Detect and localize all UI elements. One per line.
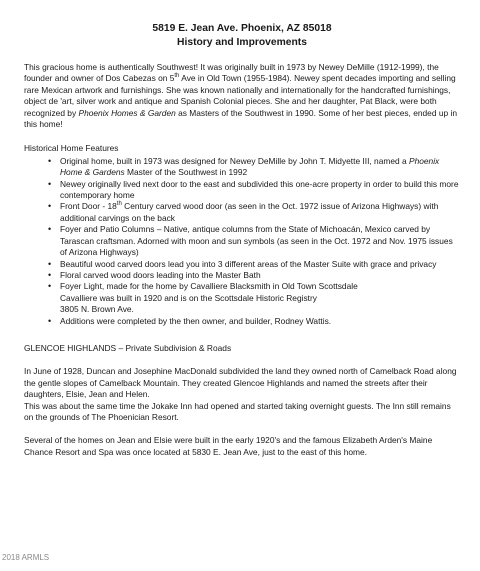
- intro-text-3: as Masters of the Southwest in 1990. Some of her best pieces, ended up in this home!: [24, 107, 457, 130]
- glencoe-heading: GLENCOE HIGHLANDS – Private Subdivision & Roads: [24, 342, 232, 353]
- feature-text: Front Door - 18: [60, 201, 117, 212]
- intro-superscript: th: [174, 73, 180, 80]
- document-subtitle: History and Improvements: [177, 37, 307, 48]
- feature-text: Master of the Southwest in 1992: [124, 167, 248, 178]
- feature-text: Beautiful wood carved doors lead you into 3 different areas of the Master Suite with grace and privacy: [60, 258, 437, 269]
- feature-address: 3805 N. Brown Ave.: [60, 304, 134, 315]
- glencoe-paragraph-2: This was about the same time the Jokake Inn had opened and started taking overnight guests. The Inn still remains on the grounds of The Phoenician Resort.: [24, 400, 451, 422]
- intro-paragraph: [24, 62, 460, 130]
- feature-text: Original home, built in 1973 was designed for Newey DeMille by John T. Midyette III, named a: [60, 155, 409, 166]
- feature-item: [50, 179, 460, 202]
- feature-item: [50, 201, 460, 224]
- glencoe-paragraph-3: Several of the homes on Jean and Elsie were built in the early 1920's and the famous Elizabeth Arden's Maine Chance Resort and Spa was once located at 5830 E. Jean Ave, just to the east of this home.: [24, 435, 433, 457]
- feature-superscript: th: [116, 201, 122, 208]
- armls-watermark: 2018 ARMLS: [2, 553, 50, 562]
- intro-text-2: Ave in Old Town (1955-1984). Newey spent decades importing and selling rare Mexican artwork and furnishings. She was known nationally and internationally for the handcrafted furnishings, object de 'art, silver work and antique and Spanish Colonial pieces. She and her daughter, Pat Black, were both recognized by: [24, 73, 456, 118]
- feature-item: [50, 224, 460, 258]
- feature-text: Century carved wood door (as seen in the Oct. 1972 issue of Arizona Highways) with additional carvings on the back: [60, 201, 439, 223]
- feature-text: Cavalliere was built in 1920 and is on the Scottsdale Historic Registry: [60, 292, 317, 303]
- feature-item: [50, 316, 460, 327]
- features-list: [24, 156, 460, 327]
- feature-text: Foyer and Patio Columns – Native, antique columns from the State of Michoacán, Mexico carved by Tarascan craftsman. Adorned with moon and sun symbols (as seen in the Oct. 1972 and Nov. 1975 issues of Arizona Highways): [60, 224, 453, 258]
- document-title-address: 5819 E. Jean Ave. Phoenix, AZ 85018: [152, 23, 332, 34]
- feature-item: [50, 281, 460, 315]
- glencoe-history-block: [24, 366, 460, 423]
- glencoe-paragraph-1: In June of 1928, Duncan and Josephine MacDonald subdivided the land they owned north of Camelback Road along the gentle slopes of Camelback Mountain. They created Glencoe Highlands and named the streets after their daughters, Elsie, Jean and Helen.: [24, 366, 457, 400]
- features-heading: Historical Home Features: [24, 143, 119, 154]
- feature-text: Floral carved wood doors leading into the Master Bath: [60, 269, 261, 280]
- feature-text: Additions were completed by the then owner, and builder, Rodney Wattis.: [60, 315, 332, 326]
- intro-text-1: This gracious home is authentically Southwest! It was originally built in 1973 by Newey DeMille (1912-1999), the founder and owner of Dos Cabezas on 5: [24, 62, 439, 84]
- feature-text: • Foyer Light, made for the home by Cavalliere Blacksmith in Old Town Scottsdale: [60, 281, 358, 292]
- feature-magazine-title: Phoenix Home & Gardens: [60, 155, 440, 178]
- intro-magazine-title: Phoenix Homes & Garden: [78, 107, 176, 118]
- feature-item: [50, 156, 460, 179]
- feature-text: Newey originally lived next door to the east and subdivided this one-acre property in order to build this more contemporary home: [60, 178, 459, 201]
- feature-item: [50, 270, 460, 281]
- feature-item: [50, 259, 460, 270]
